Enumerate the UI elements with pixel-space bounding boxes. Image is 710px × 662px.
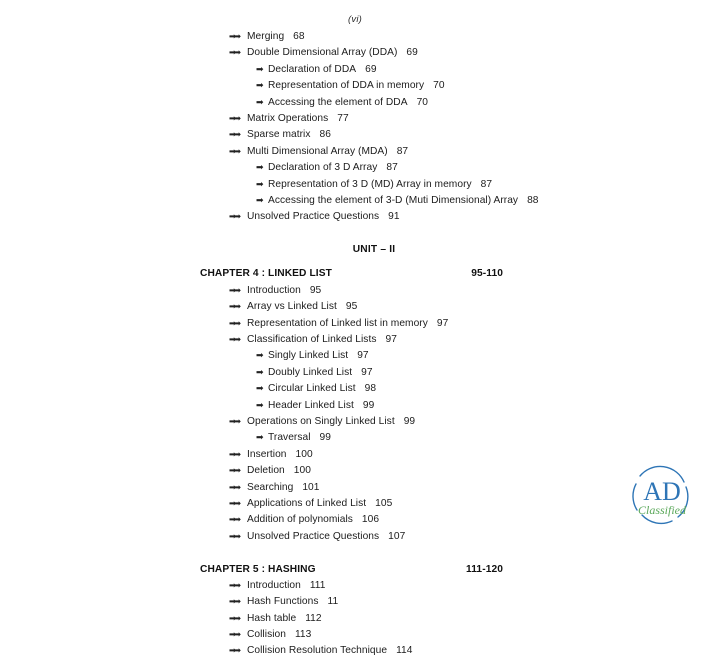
toc-entry-text (247, 531, 405, 542)
toc-entry-text (247, 318, 448, 329)
toc-entry-text (268, 80, 445, 91)
toc-entry-text (247, 146, 408, 157)
toc-entry-title: Representation of DDA in memory (268, 80, 425, 92)
double-arrow-bullet-icon: ➡➡ (229, 129, 239, 140)
toc-entry-page: 77 (337, 112, 349, 124)
toc-entry-title: Operations on Singly Linked List (247, 415, 395, 427)
toc-entry[interactable] (200, 113, 530, 129)
toc-entry[interactable] (200, 596, 530, 612)
toc-entry[interactable] (200, 318, 530, 334)
toc-entry-text (268, 350, 369, 361)
toc-entry-page: 86 (319, 129, 331, 141)
toc-entry-text (268, 162, 398, 173)
chapter-page-range: 95-110 (471, 268, 503, 280)
toc-entry-title: Singly Linked List (268, 350, 349, 362)
arrow-bullet-icon: ➡ (256, 366, 264, 377)
toc-entry-title: Doubly Linked List (268, 366, 353, 378)
toc-entry-page: 97 (357, 350, 369, 362)
double-arrow-bullet-icon: ➡➡ (229, 301, 239, 312)
toc-entry[interactable] (200, 482, 530, 498)
toc-entry-title: Sparse matrix (247, 129, 311, 141)
arrow-bullet-icon: ➡ (256, 162, 264, 173)
toc-entry[interactable] (200, 514, 530, 530)
toc-entry-page: 95 (309, 284, 322, 296)
double-arrow-bullet-icon: ➡➡ (229, 415, 239, 426)
toc-entry-title: Merging (247, 31, 285, 42)
toc-entry-page: 88 (527, 194, 539, 206)
toc-entry-text (247, 129, 331, 140)
toc-entry-page: 113 (294, 629, 312, 641)
toc-entry-page: 69 (365, 63, 377, 75)
toc-entry[interactable] (200, 31, 530, 47)
toc-entry-text (247, 113, 349, 124)
toc-entry[interactable] (200, 211, 530, 227)
toc-entry-page: 91 (388, 211, 400, 223)
double-arrow-bullet-icon: ➡➡ (229, 645, 239, 656)
arrow-bullet-icon: ➡ (256, 80, 264, 91)
toc-entry-title: Hash Functions (247, 596, 319, 608)
toc-entry-page: 70 (433, 80, 445, 92)
toc-entry-page: 100 (293, 465, 311, 477)
toc-entry-title: Unsolved Practice Questions (247, 211, 380, 223)
chapter-title: CHAPTER 5 : HASHING (200, 563, 316, 575)
toc-entry-title: Matrix Operations (247, 112, 329, 124)
double-arrow-bullet-icon: ➡➡ (229, 317, 239, 328)
toc-entry-title: Representation of 3 D (MD) Array in memory (268, 178, 472, 190)
toc-entry-page: 111 (309, 579, 326, 591)
arrow-bullet-icon: ➡ (256, 63, 264, 74)
double-arrow-bullet-icon: ➡➡ (229, 530, 239, 541)
double-arrow-bullet-icon: ➡➡ (229, 596, 239, 607)
double-arrow-bullet-icon: ➡➡ (229, 629, 239, 640)
toc-entry-text (268, 400, 374, 411)
toc-entry-title: Declaration of DDA (268, 63, 357, 75)
toc-entry[interactable] (200, 613, 530, 629)
arrow-bullet-icon: ➡ (256, 399, 264, 410)
toc-entry[interactable] (200, 64, 530, 80)
toc-entry-text (247, 596, 338, 607)
toc-entry-page: 97 (361, 366, 373, 378)
toc-entry[interactable] (200, 162, 530, 178)
toc-entry-text (247, 580, 325, 591)
toc-entry-title: Applications of Linked List (247, 497, 367, 509)
toc-entry-page: 11 (327, 596, 339, 608)
toc-entry-title: Double Dimensional Array (DDA) (247, 47, 398, 59)
toc-entry-title: Header Linked List (268, 399, 354, 411)
toc-entry[interactable] (200, 334, 530, 350)
toc-entry-page: 100 (295, 448, 313, 460)
toc-entry-page: 99 (362, 399, 375, 411)
double-arrow-bullet-icon: ➡➡ (229, 514, 239, 525)
toc-entry-title: Accessing the element of DDA (268, 96, 408, 108)
toc-entry-title: Collision (247, 629, 286, 641)
chapter-heading-row[interactable] (200, 268, 503, 284)
toc-entry-page: 106 (361, 514, 380, 526)
toc-entry-title: Multi Dimensional Array (MDA) (247, 145, 388, 157)
arrow-bullet-icon: ➡ (256, 96, 264, 107)
toc-entry-text (268, 383, 376, 394)
toc-entry-text (247, 482, 319, 493)
toc-entry-text (268, 97, 428, 108)
toc-entry[interactable] (200, 645, 530, 661)
toc-entry-title: Insertion (247, 448, 287, 460)
toc-entry-text (247, 498, 392, 509)
toc-entry-text (247, 465, 311, 476)
arrow-bullet-icon: ➡ (256, 350, 264, 361)
chapter-page-range: 111-120 (466, 563, 503, 575)
toc-entry-page: 99 (403, 415, 416, 427)
toc-entry[interactable] (200, 449, 530, 465)
svg-text:AD: AD (643, 477, 681, 506)
double-arrow-bullet-icon: ➡➡ (229, 334, 239, 345)
toc-entry[interactable] (200, 301, 530, 317)
toc-entry-text (247, 629, 311, 640)
toc-entry-text (268, 64, 377, 75)
toc-entry-title: Representation of Linked list in memory (247, 317, 428, 329)
toc-entry-text (268, 195, 539, 206)
toc-entry-title: Introduction (247, 579, 301, 591)
toc-entry-page: 112 (305, 612, 322, 624)
toc-entry[interactable] (200, 580, 530, 596)
toc-entry-text (247, 211, 400, 222)
toc-entry[interactable] (200, 465, 530, 481)
toc-entry-text (247, 334, 397, 345)
toc-entry[interactable] (200, 194, 539, 211)
arrow-bullet-icon: ➡ (256, 194, 264, 205)
page-folio: (vi) (348, 14, 362, 25)
toc-entry-page: 70 (416, 96, 429, 108)
toc-entry-text (247, 514, 379, 525)
toc-entry-title: Declaration of 3 D Array (268, 162, 378, 174)
toc-entry-page: 97 (436, 317, 449, 329)
toc-entry-title: Classification of Linked Lists (247, 334, 377, 346)
toc-entry-title: Searching (247, 481, 294, 493)
toc-entry[interactable] (200, 80, 530, 96)
toc-entry-text (247, 47, 418, 58)
double-arrow-bullet-icon: ➡➡ (229, 31, 239, 41)
toc-entry-title: Hash table (247, 612, 297, 624)
toc-entry[interactable] (200, 129, 530, 145)
toc-entry-page: 69 (406, 47, 418, 59)
arrow-bullet-icon: ➡ (256, 383, 264, 394)
toc-entry-page: 98 (364, 383, 377, 395)
toc-entry-page: 95 (345, 301, 358, 313)
toc-entry-text (247, 31, 305, 42)
toc-entry[interactable] (200, 179, 530, 195)
toc-entry-title: Introduction (247, 284, 301, 296)
vertical-spacer (200, 228, 530, 244)
unit-heading: UNIT – II (352, 244, 396, 256)
chapter-heading-row[interactable] (200, 564, 503, 580)
double-arrow-bullet-icon: ➡➡ (229, 612, 239, 623)
toc-entry[interactable] (200, 47, 530, 63)
toc-entry[interactable] (200, 416, 530, 432)
toc-entry[interactable] (200, 432, 530, 448)
toc-entry-text (268, 432, 331, 443)
toc-entry[interactable] (200, 367, 530, 383)
toc-entry-text (247, 416, 415, 427)
arrow-bullet-icon: ➡ (256, 432, 264, 443)
toc-entry[interactable] (200, 146, 530, 162)
vertical-spacer (200, 547, 530, 563)
toc-entry[interactable] (200, 531, 530, 547)
arrow-bullet-icon: ➡ (256, 178, 264, 189)
double-arrow-bullet-icon: ➡➡ (229, 47, 239, 58)
toc-entry-text (247, 645, 412, 656)
toc-entry[interactable] (200, 285, 530, 301)
toc-entry-page: 87 (480, 178, 493, 190)
double-arrow-bullet-icon: ➡➡ (229, 465, 239, 476)
toc-entry-page: 68 (293, 31, 305, 42)
toc-entry[interactable] (200, 383, 530, 399)
toc-entry-title: Traversal (268, 432, 311, 444)
toc-entry-page: 99 (319, 432, 331, 444)
toc-entry-page: 114 (396, 645, 413, 657)
toc-entry-page: 87 (386, 162, 398, 174)
toc-entry-title: Circular Linked List (268, 383, 356, 395)
toc-entry-title: Accessing the element of 3-D (Muti Dimensional) Array (268, 194, 519, 206)
toc-entry[interactable] (200, 629, 530, 645)
double-arrow-bullet-icon: ➡➡ (229, 497, 239, 508)
toc-entry-title: Deletion (247, 465, 285, 477)
toc-entry-title: Collision Resolution Technique (247, 645, 388, 657)
toc-entry-title: Unsolved Practice Questions (247, 530, 380, 542)
vertical-spacer (200, 260, 530, 268)
toc-entry-page: 107 (388, 530, 406, 542)
double-arrow-bullet-icon: ➡➡ (229, 579, 239, 590)
toc-entry-page: 87 (396, 145, 409, 157)
toc-entry[interactable] (200, 400, 530, 416)
toc-entry[interactable] (200, 97, 530, 113)
toc-entry[interactable] (200, 498, 530, 514)
double-arrow-bullet-icon: ➡➡ (229, 448, 239, 459)
toc-entry-text (247, 449, 313, 460)
toc-entry-text (247, 301, 357, 312)
toc-entry-text (247, 285, 321, 296)
table-of-contents (200, 31, 539, 662)
double-arrow-bullet-icon: ➡➡ (229, 112, 239, 123)
chapter-title: CHAPTER 4 : LINKED LIST (200, 268, 332, 280)
ad-classified-watermark (626, 462, 698, 528)
double-arrow-bullet-icon: ➡➡ (229, 481, 239, 492)
toc-entry-page: 101 (302, 481, 320, 493)
toc-entry[interactable] (200, 350, 530, 366)
toc-entry-page: 105 (375, 497, 393, 509)
toc-entry-title: Addition of polynomials (247, 514, 353, 526)
toc-entry-title: Array vs Linked List (247, 301, 337, 313)
svg-text:Classified: Classified (637, 503, 687, 517)
toc-entry-text (247, 613, 322, 624)
toc-entry-text (268, 367, 373, 378)
double-arrow-bullet-icon: ➡➡ (229, 145, 239, 156)
double-arrow-bullet-icon: ➡➡ (229, 211, 239, 222)
toc-entry-text (268, 179, 492, 190)
double-arrow-bullet-icon: ➡➡ (229, 284, 239, 295)
toc-entry-page: 97 (385, 334, 397, 346)
